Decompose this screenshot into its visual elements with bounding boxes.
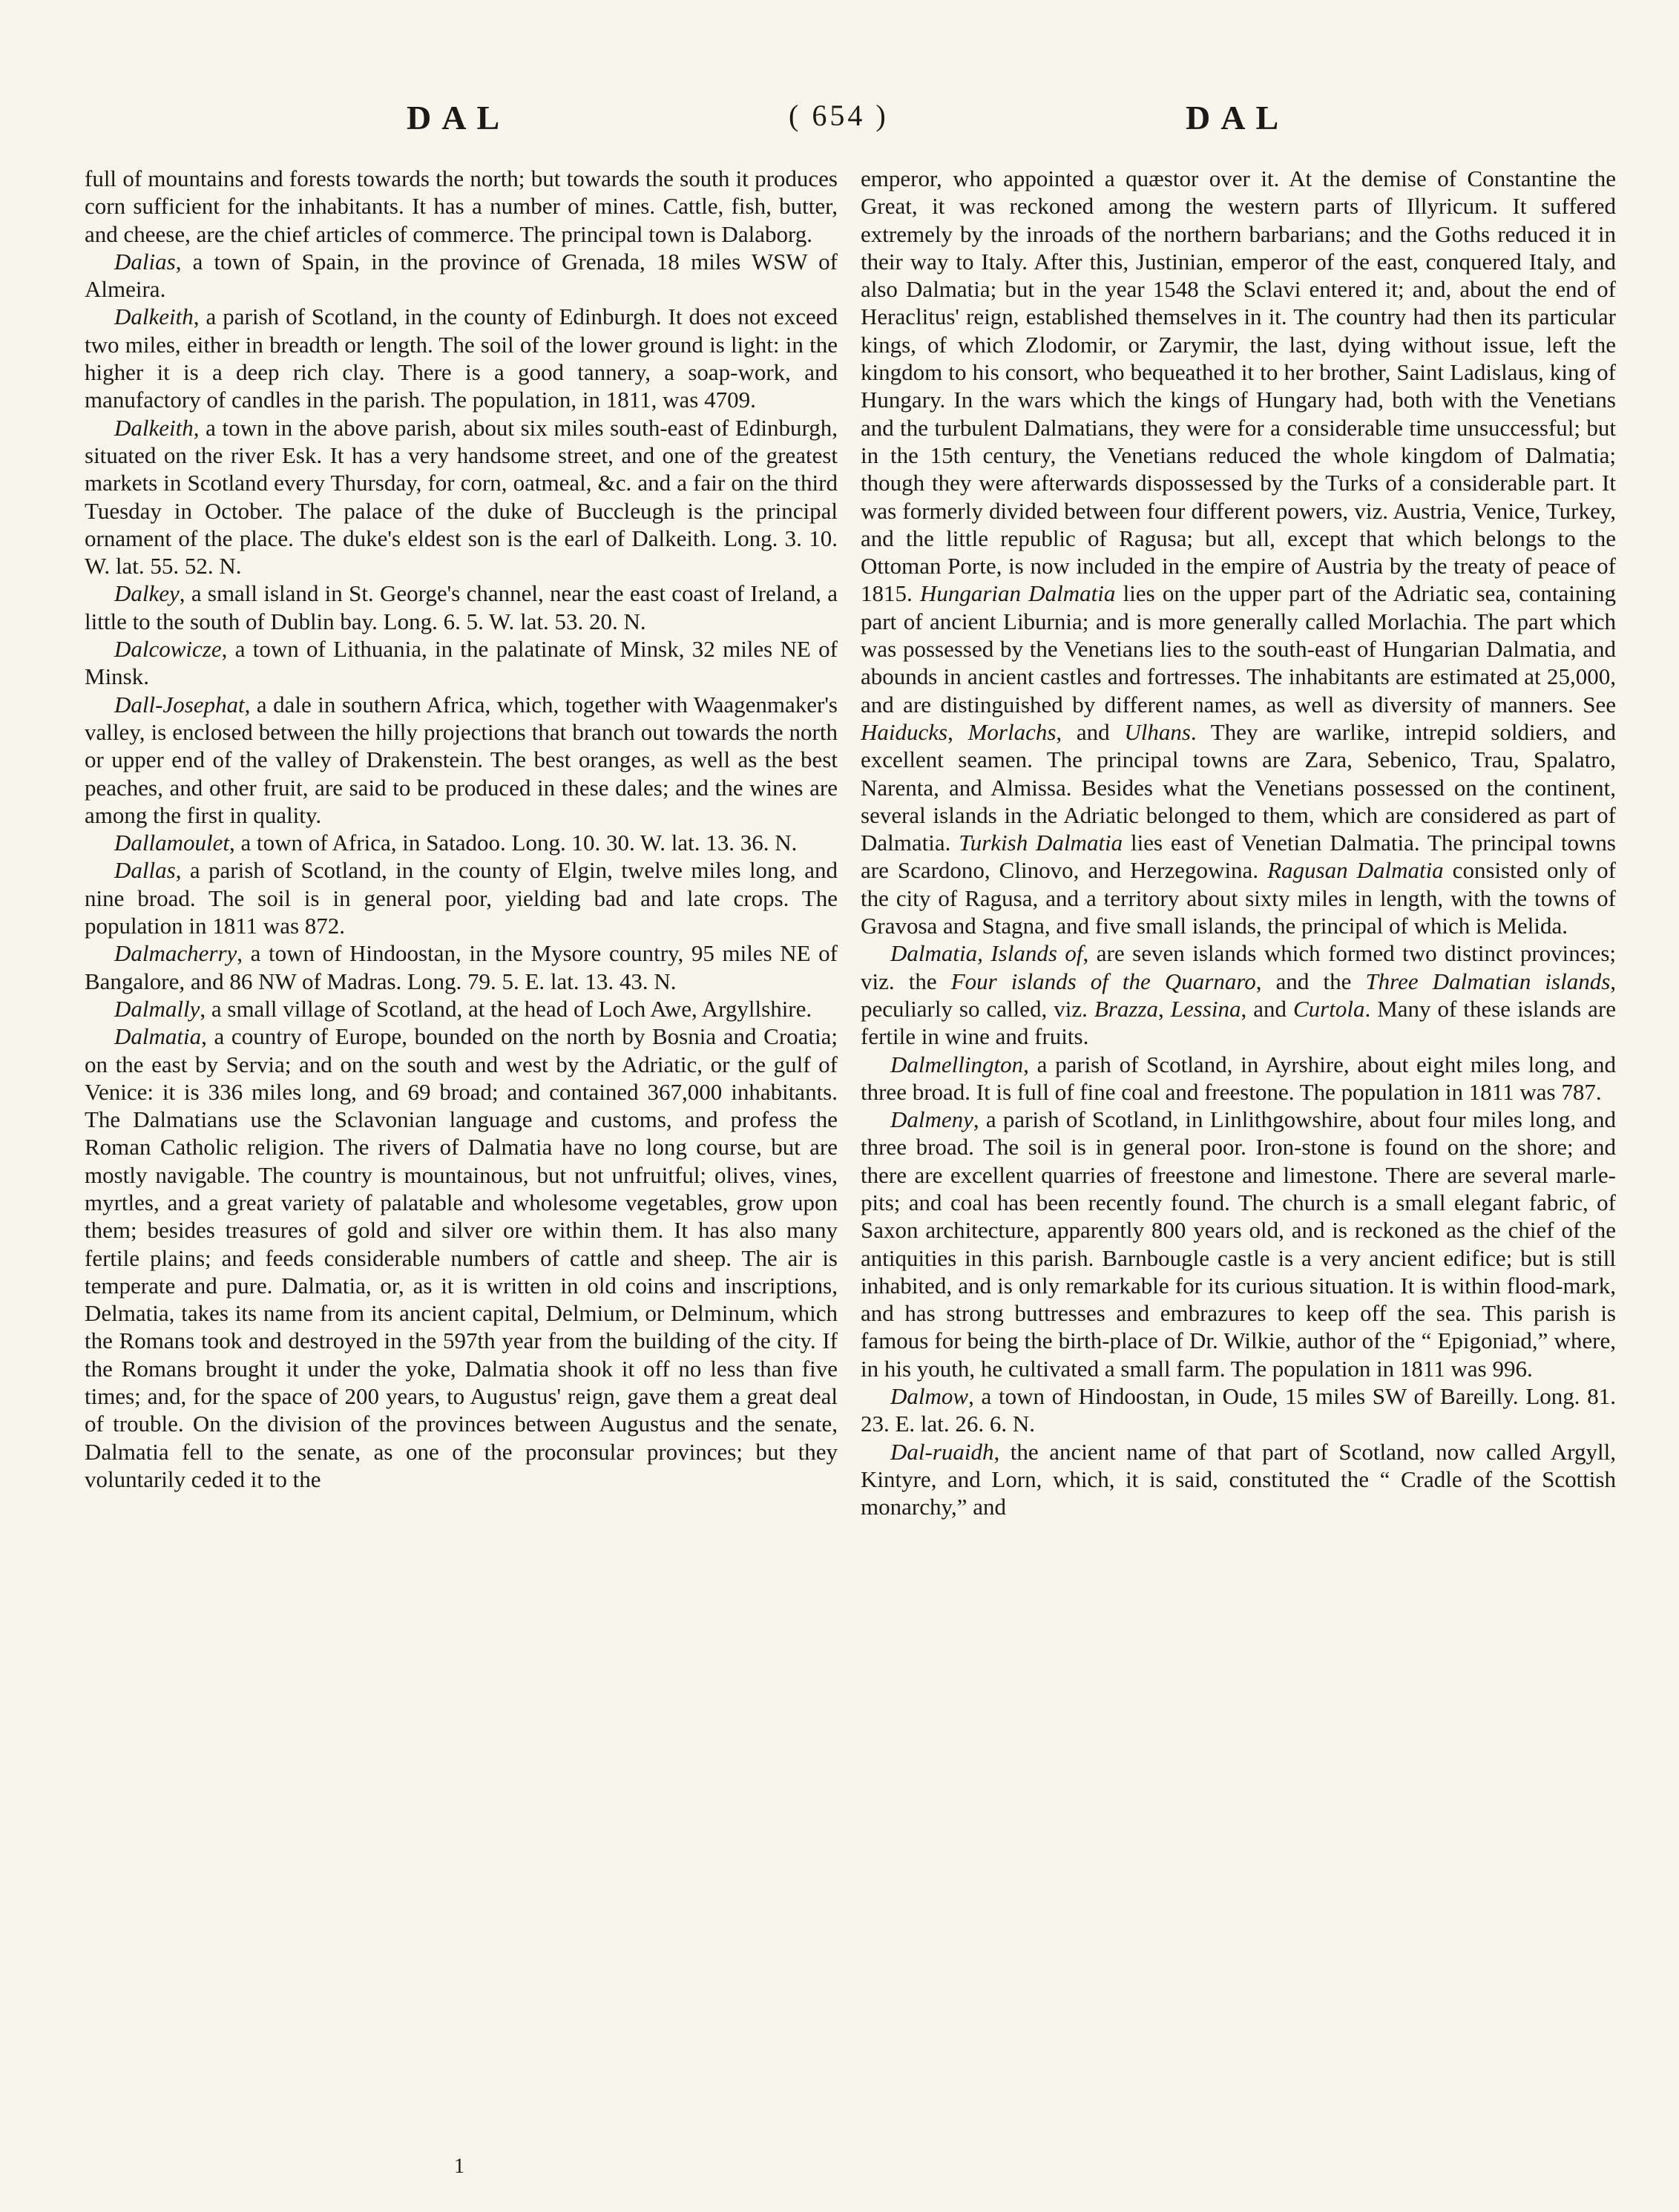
entry-dalmow: Dalmow, a town of Hindoostan, in Oude, 15 miles SW of Bareilly. Long. 81. 23. E. lat. 26. 6. N.: [861, 1383, 1616, 1437]
entry-dalcowicze: Dalcowicze, a town of Lithuania, in the palatinate of Minsk, 32 miles NE of Minsk.: [85, 636, 838, 690]
entry-dalkey: Dalkey, a small island in St. George's channel, near the east coast of Ireland, a little to the south of Dublin bay. Long. 6. 5. W. lat. 53. 20. N.: [85, 580, 838, 634]
entry-dallas: Dallas, a parish of Scotland, in the county of Elgin, twelve miles long, and nine broad. The soil is in general poor, yielding bad and late crops. The population in 1811 was 872.: [85, 857, 838, 939]
entry-dalmeny: Dalmeny, a parish of Scotland, in Linlithgowshire, about four miles long, and three broad. The soil is in general poor. Iron-stone is found on the shore; and there are excellent quarries of freestone and limestone. There are several marle-pits; and coal has been recently found. The church is a small elegant fabric, of Saxon architecture, apparently 800 years old, and is reckoned as the chief of the antiquities in this parish. Barnbougle castle is a very ancient edifice; but is still inhabited, and is only remarkable for its curious situation. It is within flood-mark, and has strong buttresses and embrazures to keep off the sea. This parish is famous for being the birth-place of Dr. Wilkie, author of the “ Epigoniad,” where, in his youth, he cultivated a small farm. The population in 1811 was 996.: [861, 1106, 1616, 1382]
entry-term: Dallas: [114, 857, 176, 884]
entry-dalmally: Dalmally, a small village of Scotland, at the head of Loch Awe, Argyllshire.: [114, 995, 812, 1022]
printer-signature-mark: 1: [454, 2155, 464, 2178]
entry-term: Dalcowicze: [114, 636, 222, 663]
entry-dalmacherry: Dalmacherry, a town of Hindoostan, in the Mysore country, 95 miles NE of Bangalore, and 86 NW of Madras. Long. 79. 5. E. lat. 13. 43. N.: [85, 940, 838, 994]
entry-term: Dalmellington: [890, 1051, 1024, 1077]
entry-term: Dalmacherry: [114, 940, 237, 967]
entry-dall-josephat: Dall-Josephat, a dale in southern Africa, which, together with Waagenmaker's valley, is enclosed between the hilly projections that branch out towards the north or upper end of the valley of Drakenstein. The best oranges, as well as the best peaches, and other fruit, are said to be produced in these dales; and the wines are among the first in quality.: [85, 691, 838, 828]
running-head-right: DAL: [1186, 99, 1289, 137]
entry-dalmellington: Dalmellington, a parish of Scotland, in Ayrshire, about eight miles long, and three broad. It is full of fine coal and freestone. The population in 1811 was 787.: [861, 1051, 1616, 1105]
running-header: [0, 98, 1679, 142]
entry-term: Dall-Josephat: [114, 691, 245, 718]
entry-continuation: full of mountains and forests towards the north; but towards the south it produces corn sufficient for the inhabitants. It has a number of mines. Cattle, fish, butter, and cheese, are the chief articles of commerce. The principal town is Dalaborg.: [85, 165, 838, 247]
right-column: [861, 165, 1616, 1521]
entry-dal-ruaidh: Dal-ruaidh, the ancient name of that part of Scotland, now called Argyll, Kintyre, and Lorn, which, it is said, constituted the “ Cradle of the Scottish monarchy,” and: [861, 1438, 1616, 1520]
page-number: ( 654 ): [789, 99, 889, 132]
entry-term: Dalmatia, Islands of: [890, 940, 1083, 967]
running-head-left: DAL: [407, 99, 510, 137]
entry-term: Dalkeith: [114, 303, 194, 330]
entry-term: Dalmow: [890, 1383, 969, 1410]
left-column: [85, 165, 838, 1493]
entry-term: Dalkey: [114, 580, 180, 607]
entry-term: Dalmeny: [890, 1106, 973, 1133]
entry-dalmatia-continuation: emperor, who appointed a quæstor over it. At the demise of Constantine the Great, it was reckoned among the western parts of Illyricum. It suffered extremely by the inroads of the northern barbarians; and the Goths reduced it in their way to Italy. After this, Justinian, emperor of the east, conquered Italy, and also Dalmatia; but in the year 1548 the Sclavi entered it; and, about the end of Heraclitus' reign, established themselves in it. The country had then its particular kings, of which Zlodomir, or Zarymir, the last, dying without issue, left the kingdom to his consort, who bequeathed it to her brother, Saint Ladislaus, king of Hungary. In the wars which the kings of Hungary had, both with the Venetians and the turbulent Dalmatians, they were for a considerable time unsuccessful; but in the 15th century, the Venetians reduced the whole kingdom of Dalmatia; though they were afterwards dispossessed by the Turks of a considerable part. It was formerly divided between four different powers, viz. Austria, Venice, Turkey, and the little republic of Ragusa; but all, except that which belongs to the Ottoman Porte, is now included in the empire of Austria by the treaty of peace of 1815. Hungarian Dalmatia lies on the upper part of the Adriatic sea, containing part of ancient Liburnia; and is more generally called Morlachia. The part which was possessed by the Venetians lies to the south-east of Hungarian Dalmatia, and abounds in ancient castles and fortresses. The inhabitants are estimated at 25,000, and are distinguished by different names, as well as diversity of manners. See Haiducks, Morlachs, and Ulhans. They are warlike, intrepid soldiers, and excellent seamen. The principal towns are Zara, Sebenico, Trau, Spalatro, Narenta, and Almissa. Besides what the Venetians possessed on the continent, several islands in the Adriatic belonged to them, which are considered as part of Dalmatia. Turkish Dalmatia lies east of Venetian Dalmatia. The principal towns are Scardono, Clinovo, and Herzegowina. Ragusan Dalmatia consisted only of the city of Ragusa, and a territory about sixty miles in length, with the towns of Gravosa and Stagna, and five small islands, the principal of which is Melida.: [861, 165, 1616, 939]
entry-dalias: Dalias, a town of Spain, in the province of Grenada, 18 miles WSW of Almeira.: [85, 248, 838, 303]
entry-dalmatia-islands: Dalmatia, Islands of, are seven islands which formed two distinct provinces; viz. the Four islands of the Quarnaro, and the Three Dalmatian islands, peculiarly so called, viz. Brazza, Lessina, and Curtola. Many of these islands are fertile in wine and fruits.: [861, 940, 1617, 1050]
entry-dalkeith-parish: Dalkeith, a parish of Scotland, in the county of Edinburgh. It does not exceed two miles, either in breadth or length. The soil of the lower ground is light: in the higher it is a deep rich clay. There is a good tannery, a soap-work, and manufactory of candles in the parish. The population, in 1811, was 4709.: [85, 303, 838, 413]
entry-dallamoulet: Dallamoulet, a town of Africa, in Satadoo. Long. 10. 30. W. lat. 13. 36. N.: [114, 830, 798, 856]
entry-term: Dalkeith: [114, 414, 194, 441]
entry-term: Dalmally: [114, 995, 200, 1022]
entry-term: Dal-ruaidh: [890, 1438, 994, 1465]
entry-term: Dalias: [114, 248, 176, 275]
entry-dalmatia: Dalmatia, a country of Europe, bounded on the north by Bosnia and Croatia; on the east by Servia; and on the south and west by the Adriatic, or the gulf of Venice: it is 336 miles long, and 69 broad; and contained 367,000 inhabitants. The Dalmatians use the Sclavonian language and customs, and profess the Roman Catholic religion. The rivers of Dalmatia have no long course, but are mostly navigable. The country is mountainous, but not unfruitful; olives, vines, myrtles, and a great variety of palatable and wholesome vegetables, grow upon them; besides treasures of gold and silver ore within them. It has also many fertile plains; and feeds considerable numbers of cattle and sheep. The air is temperate and pure. Dalmatia, or, as it is written in old coins and inscriptions, Delmatia, takes its name from its ancient capital, Delmium, or Delminum, which the Romans took and destroyed in the 597th year from the building of the city. If the Romans brought it under the yoke, Dalmatia shook it off no less than five times; and, for the space of 200 years, to Augustus' reign, gave them a great deal of trouble. On the division of the provinces between Augustus and the senate, Dalmatia fell to the senate, as one of the proconsular provinces; but they voluntarily ceded it to the: [85, 1023, 838, 1492]
entry-term: Dalmatia: [114, 1023, 202, 1050]
entry-dalkeith-town: Dalkeith, a town in the above parish, about six miles south-east of Edinburgh, situated on the river Esk. It has a very handsome street, and one of the greatest markets in Scotland every Thursday, for corn, oatmeal, &c. and a fair on the third Tuesday in October. The palace of the duke of Buccleugh is the principal ornament of the place. The duke's eldest son is the earl of Dalkeith. Long. 3. 10. W. lat. 55. 52. N.: [85, 414, 838, 580]
entry-term: Dallamoulet: [114, 830, 229, 856]
